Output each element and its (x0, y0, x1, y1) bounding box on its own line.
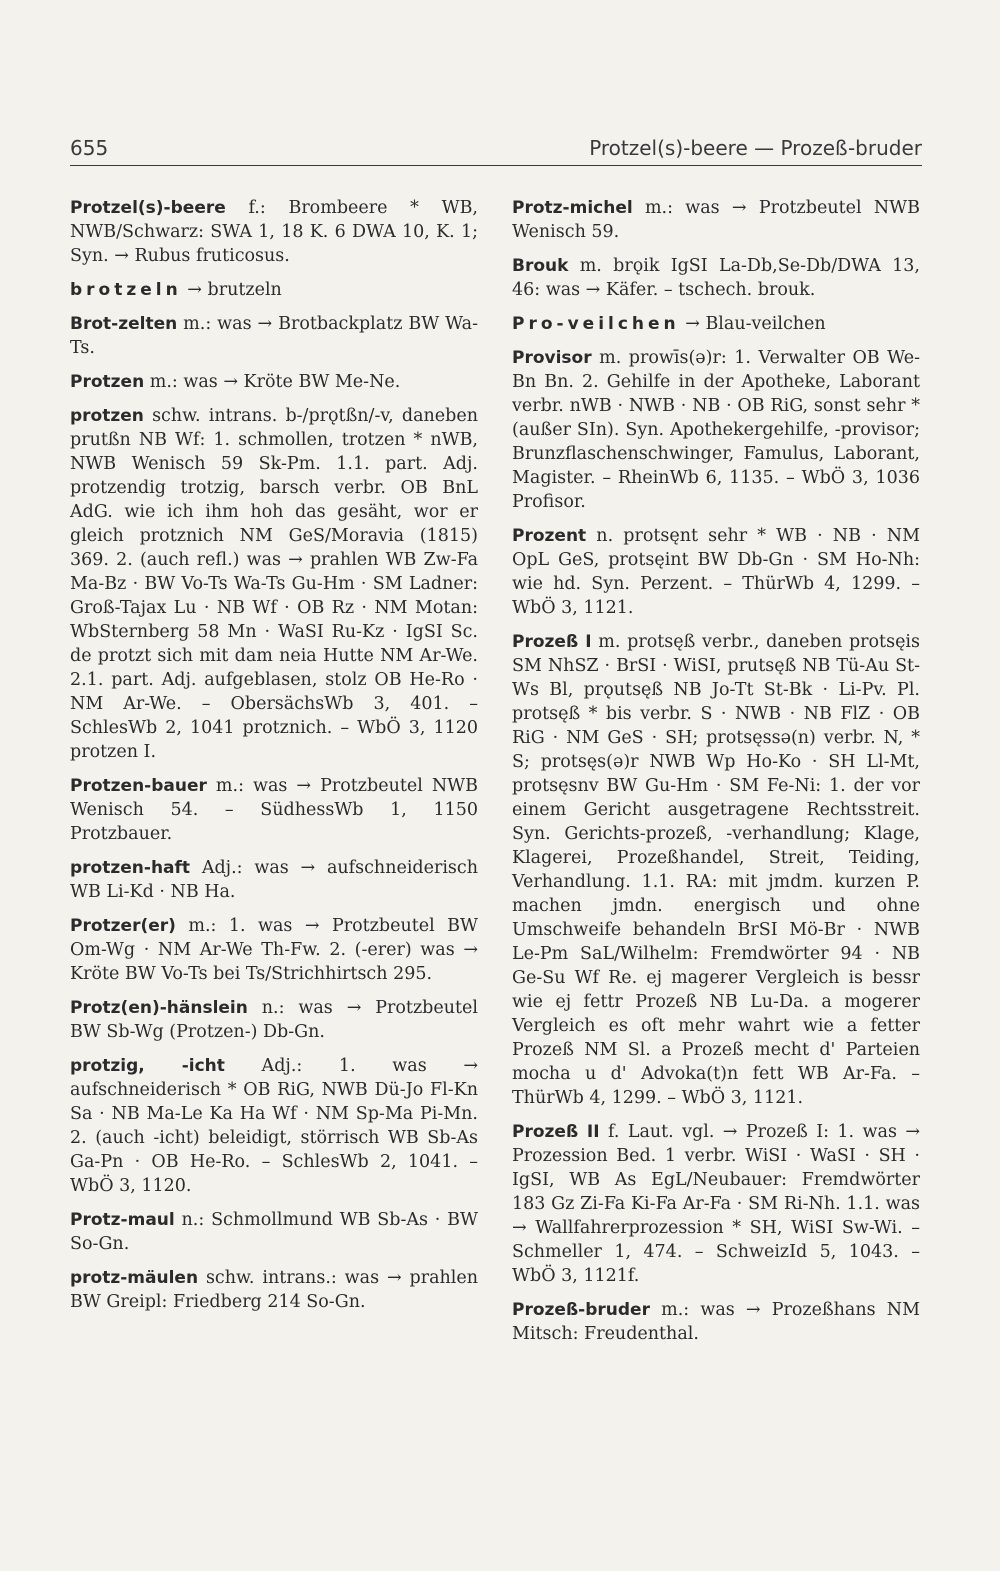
entry-headword: Protzen-bauer (70, 776, 207, 796)
dictionary-entry (512, 196, 920, 244)
entry-headword: Brot-zelten (70, 314, 178, 334)
entry-headword: protz-mäulen (70, 1268, 199, 1288)
dictionary-entry (512, 1298, 920, 1346)
entry-headword: protzen-haft (70, 858, 191, 878)
dictionary-entry (70, 196, 478, 268)
dictionary-entry (70, 370, 478, 394)
dictionary-entry (512, 254, 920, 302)
entry-headword: Protz(en)-hänslein (70, 998, 248, 1018)
entry-headword: Protz-michel (512, 198, 633, 218)
page-header (70, 133, 922, 166)
dictionary-entry (512, 346, 920, 514)
entry-body: m.: 1. was → Protzbeutel BW Om-Wg · NM Ar-We Th-Fw. 2. (-erer) was → Kröte BW Vo-Ts bei Ts/Strichhirtsch 295. (70, 916, 478, 984)
dictionary-entry (70, 856, 478, 904)
entry-headword: Protzel(s)-beere (70, 198, 226, 218)
entry-body: m. brǫik IgSI La-Db,Se-Db/DWA 13, 46: was → Käfer. – tschech. brouk. (512, 256, 920, 300)
entry-body: m.: was → Kröte BW Me-Ne. (144, 372, 401, 392)
dictionary-entry (70, 278, 478, 302)
entry-headword: Protz-maul (70, 1210, 175, 1230)
entry-body: m.: was → Protzbeutel NWB Wenisch 59. (512, 198, 920, 242)
entry-body: m.: was → Brotbackplatz BW Wa-Ts. (70, 314, 478, 358)
entry-headword: Protzer(er) (70, 916, 176, 936)
entry-body: m.: was → Prozeßhans NM Mitsch: Freudenthal. (512, 1300, 920, 1344)
dictionary-entry (70, 1208, 478, 1256)
entry-headword: Pro-veilchen (512, 314, 680, 334)
left-column (70, 196, 478, 1324)
entry-headword: Prozeß-bruder (512, 1300, 650, 1320)
dictionary-entry (70, 996, 478, 1044)
dictionary-entry (70, 404, 478, 764)
entry-body: f. Laut. vgl. → Prozeß I: 1. was → Prozession Bed. 1 verbr. WiSI · WaSI · SH · IgSI, WB As EgL/Neubauer: Fremdwörter 183 Gz Zi-Fa Ki-Fa Ar-Fa · SM Ri-Nh. 1.1. was → Wallfahrerprozession * SH, WiSI Sw-Wi. – Schmeller 1, 474. – SchweizId 5, 1043. – WbÖ 3, 1121f. (512, 1122, 920, 1286)
dictionary-entry (70, 1266, 478, 1314)
dictionary-entry (512, 312, 920, 336)
dictionary-entry (70, 914, 478, 986)
entry-body: n.: Schmollmund WB Sb-As · BW So-Gn. (70, 1210, 478, 1254)
entry-body: → Blau-veilchen (679, 314, 826, 334)
entry-body: n. protsęnt sehr * WB · NB · NM OpL GeS, protsęint BW Db-Gn · SM Ho-Nh: wie hd. Syn. Perzent. – ThürWb 4, 1299. – WbÖ 3, 1121. (512, 526, 920, 618)
entry-body: m.: was → Protzbeutel NWB Wenisch 54. – SüdhessWb 1, 1150 Protzbauer. (70, 776, 478, 844)
dictionary-entry (70, 774, 478, 846)
entry-headword: Prozeß II (512, 1122, 600, 1142)
entry-headword: Brouk (512, 256, 569, 276)
entry-body: Adj.: 1. was → aufschneiderisch * OB RiG, NWB Dü-Jo Fl-Kn Sa · NB Ma-Le Ka Ha Wf · NM Sp-Ma Pi-Mn. 2. (auch -icht) beleidigt, störrisch WB Sb-As Ga-Pn · OB He-Ro. – SchlesWb 2, 1041. – WbÖ 3, 1120. (70, 1056, 478, 1196)
entry-headword: Provisor (512, 348, 592, 368)
entry-body: Adj.: was → aufschneiderisch WB Li-Kd · NB Ha. (70, 858, 478, 902)
entry-body: m. prowīs(ə)r: 1. Verwalter OB We-Bn Bn. 2. Gehilfe in der Apotheke, Laborant verbr. nWB · NWB · NB · OB RiG, sonst sehr * (außer SIn). Syn. Apothekergehilfe, -provisor; Brunzflaschenschwinger, Famulus, Laborant, Magister. – RheinWb 6, 1135. – WbÖ 3, 1036 Profisor. (512, 348, 920, 512)
entry-body: schw. intrans. b-/prǫtßn/-v, daneben prutßn NB Wf: 1. schmollen, trotzen * nWB, NWB Wenisch 59 Sk-Pm. 1.1. part. Adj. protzendig trotzig, barsch verbr. OB BnL AdG. wie ich ihm hoh das gesäht, wor er gleich protznich NM GeS/Moravia (1815) 369. 2. (auch refl.) was → prahlen WB Zw-Fa Ma-Bz · BW Vo-Ts Wa-Ts Gu-Hm · SM Ladner: Groß-Tajax Lu · NB Wf · OB Rz · NM Motan: WbSternberg 58 Mn · WaSI Ru-Kz · IgSI Sc. de protzt sich mit dam neia Hutte NM Ar-We. 2.1. part. Adj. aufgeblasen, stolz OB He-Ro · NM Ar-We. – ObersächsWb 3, 401. – SchlesWb 2, 1041 protznich. – WbÖ 3, 1120 protzen I. (70, 406, 478, 762)
entry-headword: protzen (70, 406, 144, 426)
running-title: Protzel(s)-beere — Prozeß-bruder (589, 136, 922, 160)
entry-headword: protzig, -icht (70, 1056, 225, 1076)
entry-headword: Prozent (512, 526, 587, 546)
entry-headword: brotzeln (70, 280, 182, 300)
dictionary-entry (512, 1120, 920, 1288)
entry-body: n.: was → Protzbeutel BW Sb-Wg (Protzen-) Db-Gn. (70, 998, 478, 1042)
dictionary-entry (512, 524, 920, 620)
entry-headword: Protzen (70, 372, 145, 392)
entry-body: f.: Brombeere * WB, NWB/Schwarz: SWA 1, 18 K. 6 DWA 10, K. 1; Syn. → Rubus fruticosus. (70, 198, 478, 266)
dictionary-entry (512, 630, 920, 1110)
dictionary-entry (70, 312, 478, 360)
entry-body: m. protsęß verbr., daneben protsęis SM NhSZ · BrSI · WiSI, prutsęß NB Tü-Au St-Ws Bl, prǫutsęß NB Jo-Tt St-Bk · Li-Pv. Pl. protsęß * bis verbr. S · NWB · NB FlZ · OB RiG · NM GeS · SH; protsęssə(n) verbr. N, * S; protsęs(ə)r NWB Wp Ho-Ko · SH Ll-Mt, protsęsnv BW Gu-Hm · SM Fe-Ni: 1. der vor einem Gericht ausgetragene Rechtsstreit. Syn. Gerichts-prozeß, -verhandlung; Klage, Klagerei, Prozeßhandel, Streit, Teiding, Verhandlung. 1.1. RA: mit jmdm. kurzen P. machen jmdn. energisch und ohne Umschweife behandeln BrSI Mö-Br · NWB Le-Pm SaL/Wilhelm: Fremdwörter 94 · NB Ge-Su Wf Re. ej magerer Vergleich is bessr wie ej fettr Prozeß NB Lu-Da. a mogerer Vergleich es oft mehr wahrt wie a fetter Prozeß NM Sl. a Prozeß mecht d' Parteien mocha u d' Advoka(t)n fett WB Ar-Fa. – ThürWb 4, 1299. – WbÖ 3, 1121. (512, 632, 921, 1108)
dictionary-entry (70, 1054, 478, 1198)
right-column (512, 196, 920, 1356)
entry-headword: Prozeß I (512, 632, 592, 652)
entry-body: → brutzeln (181, 280, 282, 300)
page-number: 655 (70, 136, 109, 160)
entry-body: schw. intrans.: was → prahlen BW Greipl: Friedberg 214 So-Gn. (70, 1268, 478, 1312)
